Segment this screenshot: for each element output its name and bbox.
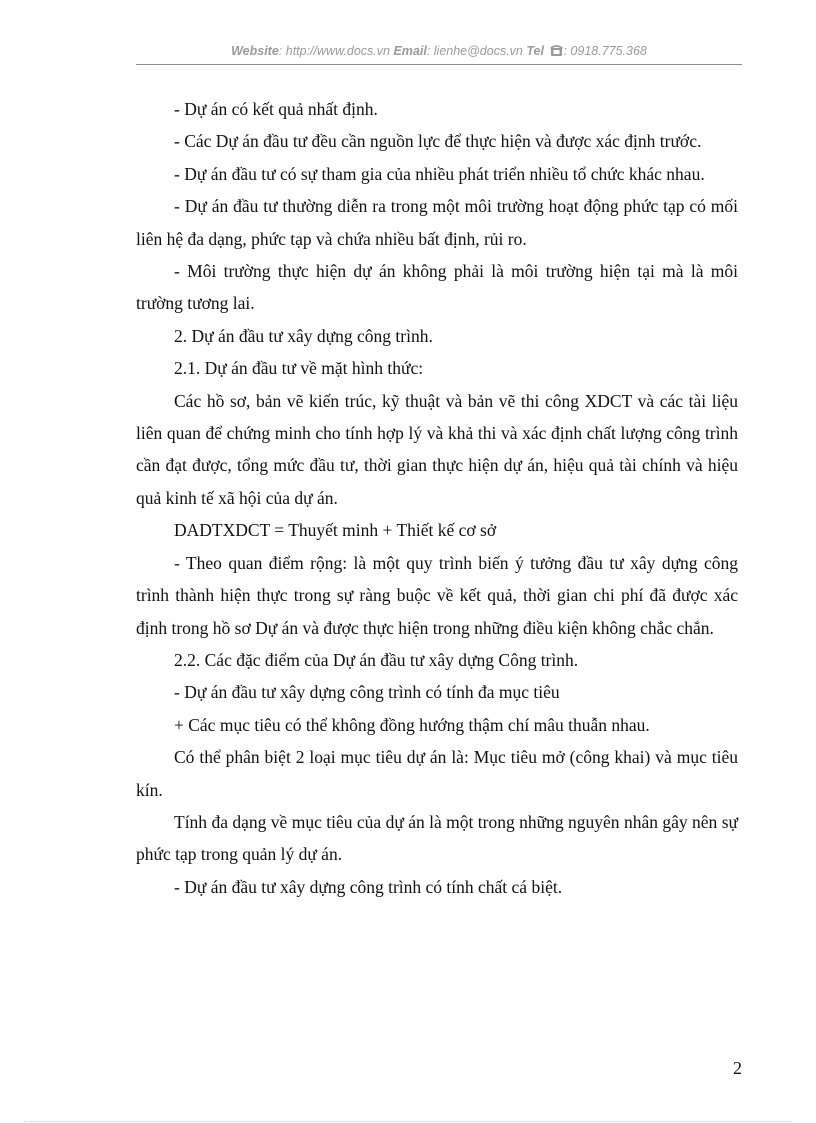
formula-line: DADTXDCT = Thuyết minh + Thiết kế cơ sở (174, 520, 497, 541)
phone-icon (550, 44, 563, 60)
paragraph-10: Có thể phân biệt 2 loại mục tiêu dự án là: Mục tiêu mở (công khai) và mục tiêu kín. (136, 747, 738, 800)
section-heading-2: 2. Dự án đầu tư xây dựng công trình. (174, 325, 433, 346)
document-body (136, 93, 738, 903)
subsection-heading-2-1: 2.1. Dự án đầu tư về mặt hình thức: (174, 358, 424, 379)
website-value: : http://www.docs.vn (278, 44, 390, 58)
paragraph-1: - Dự án có kết quả nhất định. (174, 99, 378, 119)
paragraph-8: - Dự án đầu tư xây dựng công trình có tính đa mục tiêu (174, 682, 560, 703)
email-label: Email (393, 44, 427, 58)
tel-label: Tel (526, 44, 544, 58)
page-header (136, 44, 742, 64)
email-value: : lienhe@docs.vn (426, 44, 523, 58)
paragraph-4: - Dự án đầu tư thường diễn ra trong một môi trường hoạt động phức tạp có mối liên hệ đa dạng, phức tạp và chứa nhiều bất định, rủi ro. (136, 196, 738, 249)
subsection-heading-2-2: 2.2. Các đặc điểm của Dự án đầu tư xây dựng Công trình. (174, 649, 579, 670)
paragraph-2: - Các Dự án đầu tư đều cần nguồn lực để thực hiện và được xác định trước. (174, 131, 702, 152)
paragraph-9: + Các mục tiêu có thể không đồng hướng thậm chí mâu thuẫn nhau. (174, 714, 650, 735)
paragraph-7: - Theo quan điểm rộng: là một quy trình biến ý tưởng đầu tư xây dựng công trình thành hiện thực trong sự ràng buộc về kết quả, thời gian chi phí đã được xác định trong hồ sơ Dự án và được thực hiện trong những điều kiện không chắc chắn. (136, 552, 738, 638)
footer-divider (24, 1121, 792, 1122)
paragraph-6: Các hồ sơ, bản vẽ kiến trúc, kỹ thuật và bản vẽ thi công XDCT và các tài liệu liên quan để chứng minh cho tính hợp lý và khả thi và xác định chất lượng công trình cần đạt được, tổng mức đầu tư, thời gian thực hiện dự án, hiệu quả tài chính và hiệu quả kinh tế xã hội của dự án. (136, 390, 738, 508)
page-number: 2 (733, 1058, 742, 1078)
paragraph-12: - Dự án đầu tư xây dựng công trình có tính chất cá biệt. (174, 876, 563, 897)
header-divider (136, 64, 742, 65)
paragraph-3: - Dự án đầu tư có sự tham gia của nhiều phát triển nhiều tổ chức khác nhau. (174, 163, 705, 184)
paragraph-11: Tính đa dạng về mục tiêu của dự án là một trong những nguyên nhân gây nên sự phức tạp trong quản lý dự án. (136, 811, 738, 865)
website-label: Website (231, 44, 279, 58)
paragraph-5: - Môi trường thực hiện dự án không phải là môi trường hiện tại mà là môi trường tương lai. (136, 261, 738, 314)
tel-value: : 0918.775.368 (563, 44, 647, 58)
